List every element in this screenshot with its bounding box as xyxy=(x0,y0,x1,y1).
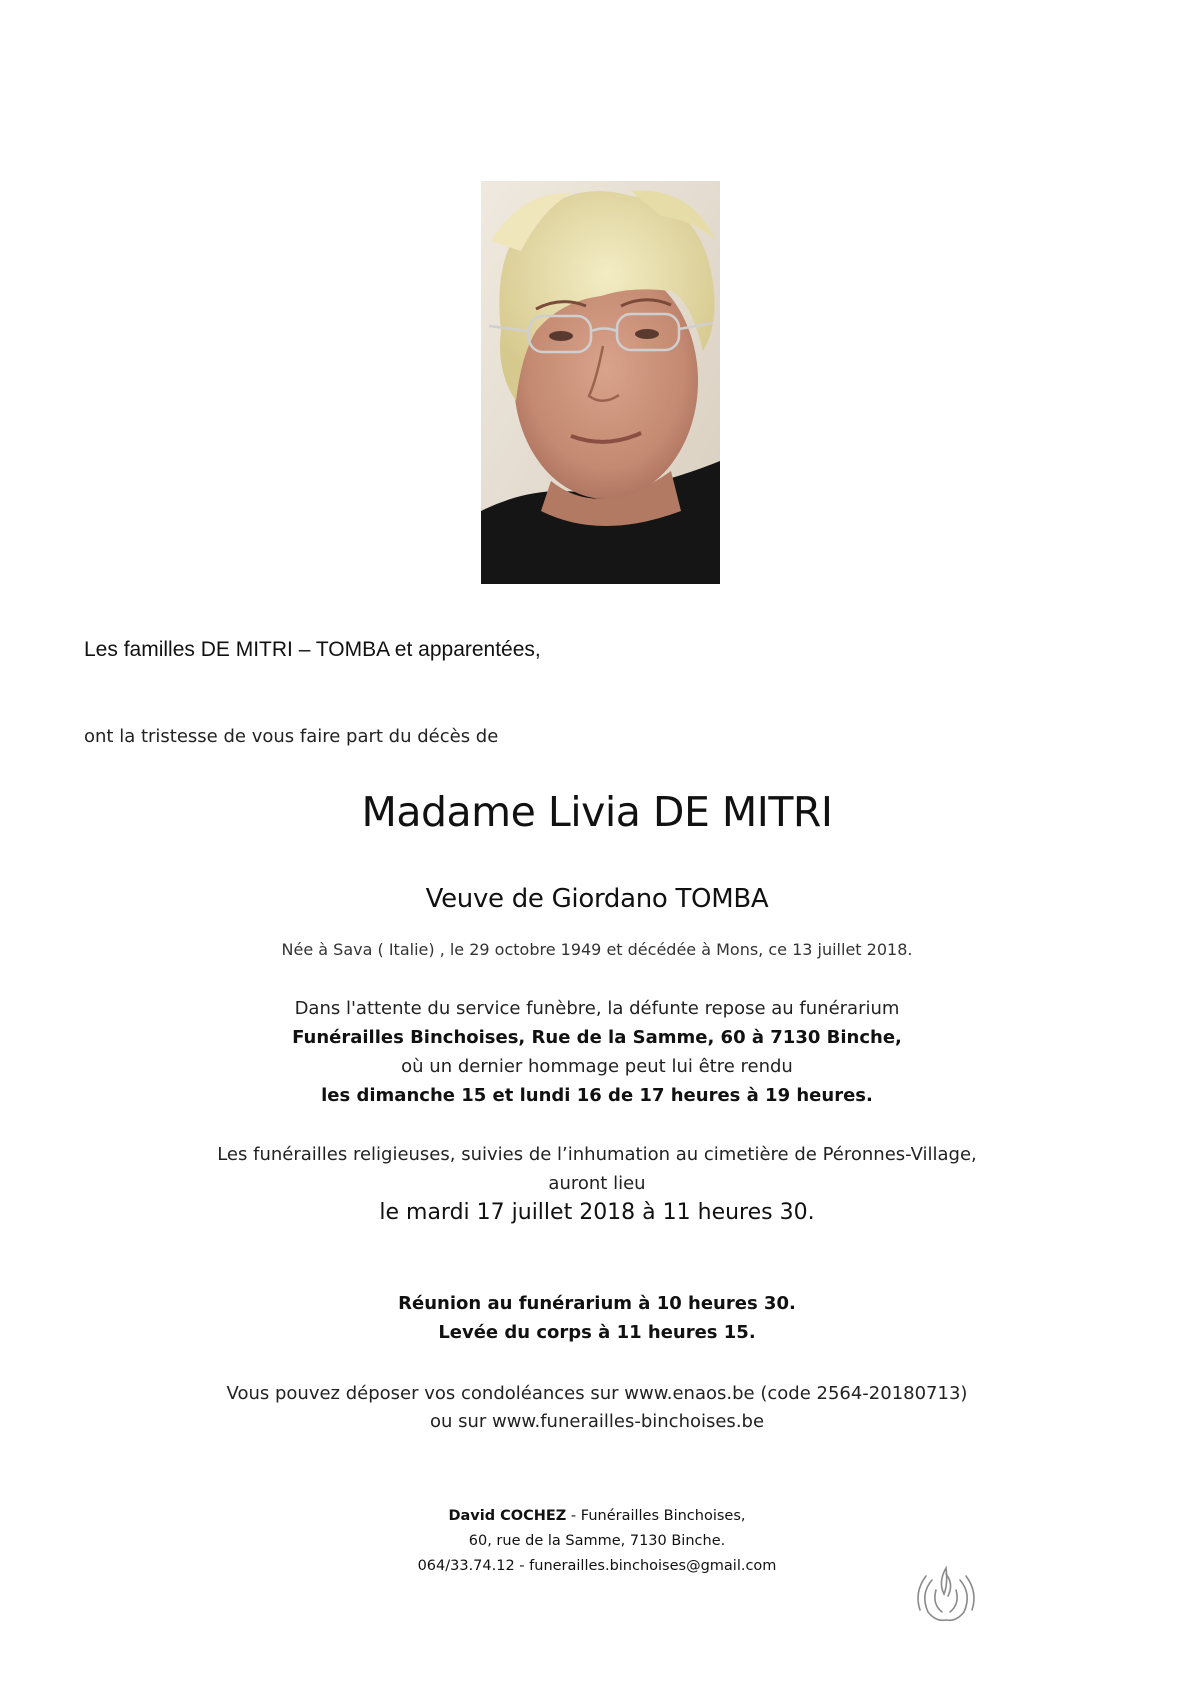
portrait-photo-icon xyxy=(481,181,720,584)
deceased-name: Madame Livia DE MITRI xyxy=(361,788,833,836)
rest-notice-line-2: Funérailles Binchoises, Rue de la Samme, 60 à 7130 Binche, xyxy=(292,1027,902,1048)
footer-director-company: - Funérailles Binchoises, xyxy=(566,1508,746,1524)
footer-address: 60, rue de la Samme, 7130 Binche. xyxy=(468,1533,726,1549)
birth-death-line: Née à Sava ( Italie) , le 29 octobre 1949 et décédée à Mons, ce 13 juillet 2018. xyxy=(281,940,913,959)
deceased-portrait-photo xyxy=(481,181,720,584)
funeral-date-line: le mardi 17 juillet 2018 à 11 heures 30. xyxy=(379,1200,815,1225)
footer-director-name: David COCHEZ xyxy=(448,1508,567,1524)
condolences-line-1: Vous pouvez déposer vos condoléances sur www.enaos.be (code 2564-20180713) xyxy=(226,1383,968,1404)
flame-hands-icon xyxy=(912,1560,980,1626)
schedule-line-2: Levée du corps à 11 heures 15. xyxy=(438,1322,756,1343)
rest-notice-line-4: les dimanche 15 et lundi 16 de 17 heures à 19 heures. xyxy=(321,1085,873,1106)
schedule-line-1: Réunion au funérarium à 10 heures 30. xyxy=(398,1293,796,1314)
funeral-notice-line-2: auront lieu xyxy=(548,1173,646,1194)
funeral-notice-line-1: Les funérailles religieuses, suivies de l’inhumation au cimetière de Péronnes-Village, xyxy=(217,1144,977,1165)
rest-notice-line-1: Dans l'attente du service funèbre, la défunte repose au funérarium xyxy=(294,998,900,1019)
families-line: Les familles DE MITRI – TOMBA et apparentées, xyxy=(84,638,541,661)
rest-notice-line-3: où un dernier hommage peut lui être rendu xyxy=(401,1056,793,1077)
widow-of: Veuve de Giordano TOMBA xyxy=(425,884,769,914)
footer-director xyxy=(0,1508,1194,1524)
condolences-line-2: ou sur www.funerailles-binchoises.be xyxy=(429,1411,765,1432)
intro-line: ont la tristesse de vous faire part du décès de xyxy=(84,726,499,747)
footer-contact: 064/33.74.12 - funerailles.binchoises@gmail.com xyxy=(417,1558,777,1574)
